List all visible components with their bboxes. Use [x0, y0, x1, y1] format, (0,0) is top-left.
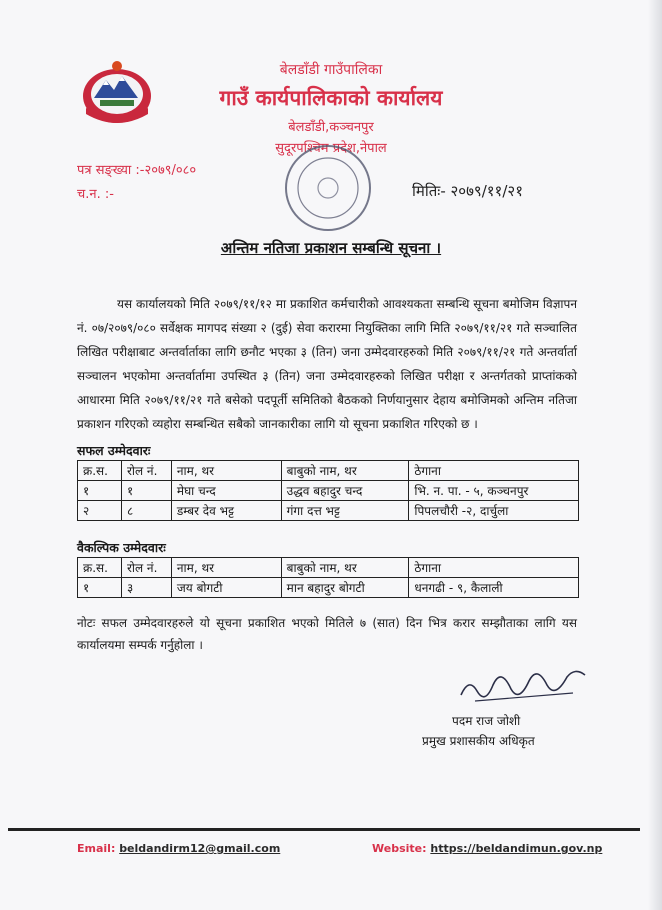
- table-cell: भि. न. पा. - ५, कञ्चनपुर: [409, 481, 579, 501]
- table-cell: २: [78, 501, 122, 521]
- notice-title: अन्तिम नतिजा प्रकाशन सम्बन्धि सूचना ।: [220, 239, 442, 257]
- signatory-name: पदम राज जोशी: [452, 714, 521, 728]
- column-header: रोल नं.: [121, 461, 171, 481]
- email-link[interactable]: beldandirm12@gmail.com: [119, 842, 281, 855]
- office-stamp-icon: [280, 140, 376, 236]
- municipality-name: बेलडाँडी गाउँपालिका: [279, 62, 383, 78]
- table-row: [78, 481, 579, 501]
- table-cell: धनगढी - ९, कैलाली: [409, 578, 579, 598]
- column-header: क्र.स.: [78, 558, 122, 578]
- table-cell: १: [78, 578, 122, 598]
- office-province: सुदूरपश्चिम प्रदेश,नेपाल: [275, 141, 387, 156]
- signatory-title: प्रमुख प्रशासकीय अधिकृत: [422, 734, 535, 748]
- table-row: [78, 501, 579, 521]
- table-cell: मेघा चन्द: [171, 481, 281, 501]
- column-header: क्र.स.: [78, 461, 122, 481]
- notice-note: नोटः सफल उम्मेदवारहरुले यो सूचना प्रकाशित भएको मितिले ७ (सात) दिन भित्र करार सम्झौताका लागि यस कार्यालयमा सम्पर्क गर्नुहोला ।: [77, 616, 577, 652]
- successful-candidates-table: [77, 460, 579, 521]
- column-header: ठेगाना: [409, 461, 579, 481]
- table-cell: डम्बर देव भट्ट: [171, 501, 281, 521]
- table-cell: पिपलचौरी -२, दार्चुला: [409, 501, 579, 521]
- website-link[interactable]: https://beldandimun.gov.np: [430, 842, 603, 855]
- table-cell: मान बहादुर बोगटी: [281, 578, 409, 598]
- column-header: नाम, थर: [171, 461, 281, 481]
- notice-body: यस कार्यालयको मिति २०७९/११/१२ मा प्रकाशित कर्मचारीको आवश्यकता सम्बन्धि सूचना बमोजिम विज्ञापन नं. ०७/२०७९/०८० सर्वेक्षक मागपद संख्या २ (दुई) सेवा करारमा नियुक्तिका लागि मिति २०७९/११/२१ गते सञ्चालित लिखित परीक्षाबाट अन्तर्वार्ताका लागि छनौट भएका ३ (तिन) जना उम्मेदवारहरुको मिति २०७९/११/२१ गते अन्तर्वार्ता सञ्चालन भएकोमा अन्तर्वार्तामा उपस्थित ३ (तिन) जना उम्मेदवारहरुको लिखित परीक्षा र अन्तर्गतको प्राप्तांकको आधारमा मिति २०७९/११/२१ गते बसेको पदपूर्ती समितिको बैठकको निर्णयानुसार देहाय बमोजिमको अन्तिम नतिजा प्रकाशन गरिएको व्यहोरा सम्बन्धित सबैको जानकारीका लागि यो सूचना प्रकाशित गरिएको छ ।: [77, 297, 577, 431]
- table-cell: १: [78, 481, 122, 501]
- table-cell: उद्धव बहादुर चन्द: [281, 481, 409, 501]
- website-label: Website:: [372, 842, 427, 855]
- alternate-candidates-table: [77, 557, 579, 598]
- column-header: बाबुको नाम, थर: [281, 461, 409, 481]
- column-header: रोल नं.: [121, 558, 171, 578]
- handwritten-signature: [455, 655, 590, 713]
- footer-email: [77, 842, 280, 855]
- letter-date: मितिः- २०७९/११/२१: [412, 182, 524, 200]
- dispatch-number: च.न. :-: [77, 187, 114, 202]
- successful-candidates-label: सफल उम्मेदवारः: [77, 443, 151, 458]
- footer-divider: [8, 828, 640, 831]
- table-cell: ३: [121, 578, 171, 598]
- table-row: [78, 578, 579, 598]
- column-header: नाम, थर: [171, 558, 281, 578]
- letter-number: पत्र सङ्ख्या :-२०७९/०८०: [77, 163, 197, 178]
- scan-edge-shadow: [648, 0, 662, 910]
- table-cell: गंगा दत्त भट्ट: [281, 501, 409, 521]
- table-cell: १: [121, 481, 171, 501]
- office-name: गाउँ कार्यपालिकाको कार्यालय: [219, 86, 443, 110]
- table-header-row: [78, 558, 579, 578]
- footer-website: [372, 842, 602, 855]
- table-header-row: [78, 461, 579, 481]
- column-header: ठेगाना: [409, 558, 579, 578]
- email-label: Email:: [77, 842, 116, 855]
- alternate-candidates-label: वैकल्पिक उम्मेदवारः: [77, 540, 166, 555]
- table-cell: ८: [121, 501, 171, 521]
- office-location: बेलडाँडी,कञ्चनपुर: [288, 120, 374, 135]
- table-cell: जय बोगटी: [171, 578, 281, 598]
- column-header: बाबुको नाम, थर: [281, 558, 409, 578]
